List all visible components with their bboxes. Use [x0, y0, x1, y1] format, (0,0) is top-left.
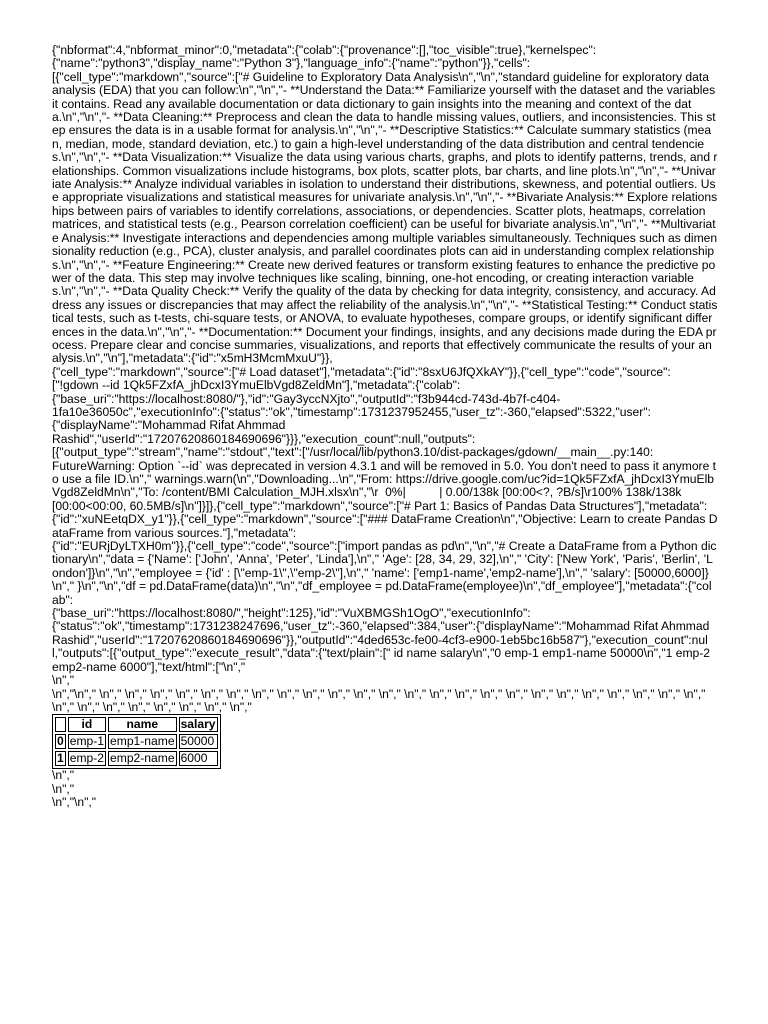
table-row [55, 734, 218, 749]
table-cell-index: 1 [57, 751, 64, 766]
dataframe-table [52, 714, 221, 769]
table-cell-id: emp-1 [69, 734, 105, 749]
table-header-id: id [68, 717, 106, 732]
notebook-json-tail: \n"," \n"," \n","\n"," [52, 768, 97, 810]
notebook-json-text: {"nbformat":4,"nbformat_minor":0,"metadata":{"colab":{"provenance":[],"toc_visible":true},"kernelspec": {"name":"python3","display_name":"Python 3"},"language_info":{"name":"python"}},"cells": [{"cell_type":"markdown","source":["# Guideline to Exploratory Data Analysis\n","\n","standard guideline for exploratory data analysis (EDA) that you can follow:\n","\n","- **Understand the Data:** Familiarize yourself with the dataset and the variables it contains. Read any available documentation or data dictionary to gain insights into the meaning and context of the data.\n","\n","- **Data Cleaning:** Preprocess and clean the data to handle missing values, outliers, and inconsistencies. This step ensures the data is in a usable format for analysis.\n","\n","- **Descriptive Statistics:** Calculate summary statistics (mean, median, mode, standard deviation, etc.) to gain a high-level understanding of the data distribution and central tendencies.\n","\n","- **Data Visualization:** Visualize the data using various charts, graphs, and plots to identify patterns, trends, and relationships. Common visualizations include histograms, box plots, scatter plots, bar charts, and line plots.\n","\n","- **Univariate Analysis:** Analyze individual variables in isolation to understand their distributions, skewness, and potential outliers. Use appropriate visualizations and statistical measures for univariate analysis.\n","\n","- **Bivariate Analysis:** Explore relationships between pairs of variables to identify correlations, associations, or dependencies. Scatter plots, heatmaps, correlation matrices, and statistical tests (e.g., Pearson correlation coefficient) can be useful for bivariate analysis.\n","\n","- **Multivariate Analysis:** Investigate interactions and dependencies among multiple variables simultaneously. Techniques such as dimensionality reduction (e.g., PCA), cluster analysis, and parallel coordinates plots can aid in understanding complex relationships.\n","\n","- **Feature Engineering:** Create new derived features or transform existing features to enhance the predictive power of the data. This step may involve techniques like scaling, binning, one-hot encoding, or creating interaction variables.\n","\n","- **Data Quality Check:** Verify the quality of the data by checking for data integrity, consistency, and accuracy. Address any issues or discrepancies that may affect the reliability of the analysis.\n","\n","- **Statistical Testing:** Conduct statistical tests, such as t-tests, chi-square tests, or ANOVA, to evaluate hypotheses, compare groups, or identify significant differences in the data.\n","\n","- **Documentation:** Document your findings, insights, and any decisions made during the EDA process. Prepare clear and concise summaries, visualizations, and reports that effectively communicate the results of your analysis.\n","\n"],"metadata":{"id":"x5mH3McmMxuU"}}, {"cell_type":"markdown","source":["# Load dataset"],"metadata":{"id":"8sxU6JfQXkAY"}},{"cell_type":"code","source": ["!gdown --id 1Qk5FZxfA_jhDcxI3YmuElbVgd8ZeldMn"],"metadata":{"colab": {"base_uri":"https://localhost:8080/"},"id":"Gay3yccNXjto","outputId":"f3b944cd-743d-4b7f-c404- 1fa10e36050c","executionInfo":{"status":"ok","timestamp":1731237952455,"user_tz":-360,"elapsed":5322,"user": {"displayName":"Mohammad Rifat Ahmmad Rashid","userId":"17207620860184690696"}}},"execution_count":null,"outputs": [{"output_type":"stream","name":"stdout","text":["/usr/local/lib/python3.10/dist-packages/gdown/__main__.py:140: FutureWarning: Option `--id` was deprecated in version 4.3.1 and will be removed in 5.0. You don't need to pass it anymore to use a file ID.\n"," warnings.warn(\n","Downloading...\n","From: https://drive.google.com/uc?id=1Qk5FZxfA_jhDcxI3YmuElbVgd8ZeldMn\n","To: /content/BMI Calculation_MJH.xlsx\n","\r 0%| | 0.00/138k [00:00<?, ?B/s]\r100% 138k/138k [00:00<00:00, 60.5MB/s]\n"]}]},{"cell_type":"markdown","source":["# Part 1: Basics of Pandas Data Structures"],"metadata":{"id":"xuNEetqDX_y1"}},{"cell_type":"markdown","source":["### DataFrame Creation\n","Objective: Learn to create Pandas DataFrame from various sources."],"metadata": {"id":"EURjDyLTXH0m"}},{"cell_type":"code","source":["import pandas as pd\n","\n","# Create a DataFrame from a Python dictionary\n","data = {'Name': ['John', 'Anna', 'Peter', 'Linda'],\n"," 'Age': [28, 34, 29, 32],\n"," 'City': ['New York', 'Paris', 'Berlin', 'London']}\n","\n","employee = {'id' : [\"emp-1\",\"emp-2\"],\n"," 'name': ['emp1-name','emp2-name'],\n"," 'salary': [50000,6000]}\n"," }\n","\n","df = pd.DataFrame(data)\n","\n","df_employee = pd.DataFrame(employee)\n","df_employee"],"metadata":{"colab": {"base_uri":"https://localhost:8080/","height":125},"id":"VuXBMGSh1OgO","executionInfo": {"status":"ok","timestamp":1731238247696,"user_tz":-360,"elapsed":384,"user":{"displayName":"Mohammad Rifat Ahmmad Rashid","userId":"17207620860184690696"}},"outputId":"4ded653c-fe00-4cf3-e900-1eb5bc16b587"},"execution_count":null,"outputs":[{"output_type":"execute_result","data":{"text/plain":[" id name salary\n","0 emp-1 emp1-name 50000\n","1 emp-2 emp2-name 6000"],"text/html":["\n"," \n"," \n","\n"," \n"," \n"," \n"," \n"," \n"," \n"," \n"," \n"," \n"," \n"," \n"," \n"," \n"," \n"," \n"," \n"," \n"," \n"," \n"," \n"," \n"," \n"," \n"," \n"," \n"," \n"," \n"," \n"," \n"," \n"," \n"," \n"," [52, 43, 718, 714]
table-cell-name: emp2-name [110, 751, 175, 766]
table-row [55, 751, 218, 766]
document-body [52, 44, 718, 810]
table-header-name: name [108, 717, 177, 732]
table-header-row [55, 717, 218, 732]
table-header-salary: salary [180, 717, 216, 732]
table-cell-name: emp1-name [110, 734, 175, 749]
table-cell-salary: 50000 [179, 734, 218, 749]
table-cell-salary: 6000 [179, 751, 218, 766]
table-cell-index: 0 [57, 734, 64, 749]
table-cell-id: emp-2 [69, 751, 105, 766]
table-header-index [55, 717, 66, 732]
